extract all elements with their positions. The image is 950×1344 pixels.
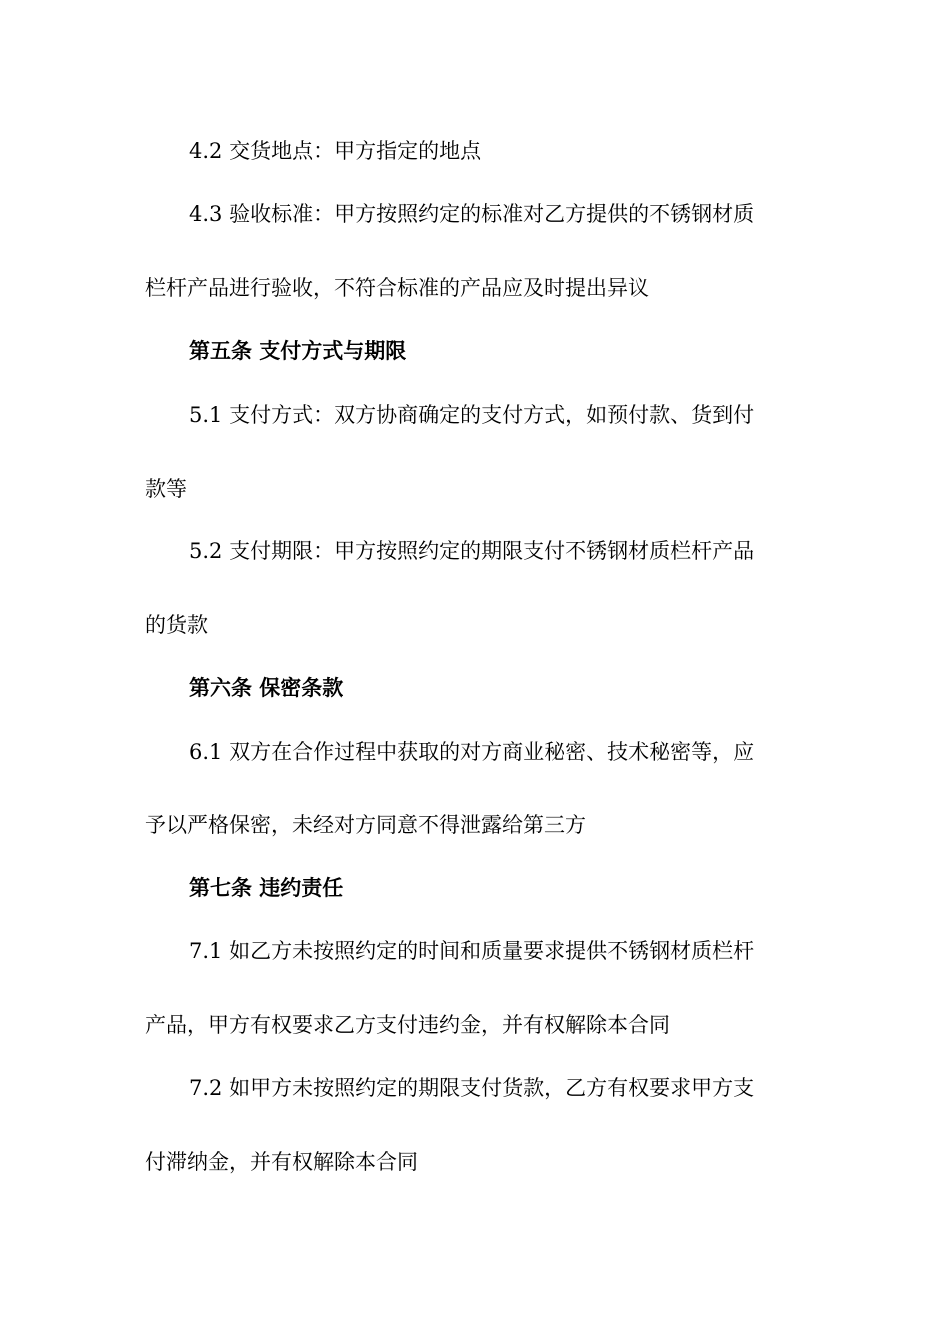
article-6-heading: 第六条 保密条款 <box>189 675 344 700</box>
clause-4-2: 4.2 交货地点：甲方指定的地点 <box>189 139 482 163</box>
clause-7-2-line-2: 付滞纳金，并有权解除本合同 <box>145 1150 418 1174</box>
clause-5-2-line-2: 的货款 <box>145 613 208 637</box>
clause-7-1-line-2: 产品，甲方有权要求乙方支付违约金，并有权解除本合同 <box>145 1013 670 1037</box>
clause-7-1-line-1: 7.1 如乙方未按照约定的时间和质量要求提供不锈钢材质栏杆 <box>189 939 755 963</box>
clause-5-2-line-1: 5.2 支付期限：甲方按照约定的期限支付不锈钢材质栏杆产品 <box>189 539 755 563</box>
clause-6-1-line-1: 6.1 双方在合作过程中获取的对方商业秘密、技术秘密等，应 <box>189 740 755 764</box>
clause-5-1-line-2: 款等 <box>145 477 187 501</box>
clause-6-1-line-2: 予以严格保密，未经对方同意不得泄露给第三方 <box>145 813 586 837</box>
article-7-heading: 第七条 违约责任 <box>189 875 344 900</box>
clause-5-1-line-1: 5.1 支付方式：双方协商确定的支付方式，如预付款、货到付 <box>189 403 755 427</box>
article-5-heading: 第五条 支付方式与期限 <box>189 338 407 363</box>
clause-4-3-line-1: 4.3 验收标准：甲方按照约定的标准对乙方提供的不锈钢材质 <box>189 202 755 226</box>
clause-4-3-line-2: 栏杆产品进行验收，不符合标准的产品应及时提出异议 <box>145 276 649 300</box>
clause-7-2-line-1: 7.2 如甲方未按照约定的期限支付货款，乙方有权要求甲方支 <box>189 1076 755 1100</box>
